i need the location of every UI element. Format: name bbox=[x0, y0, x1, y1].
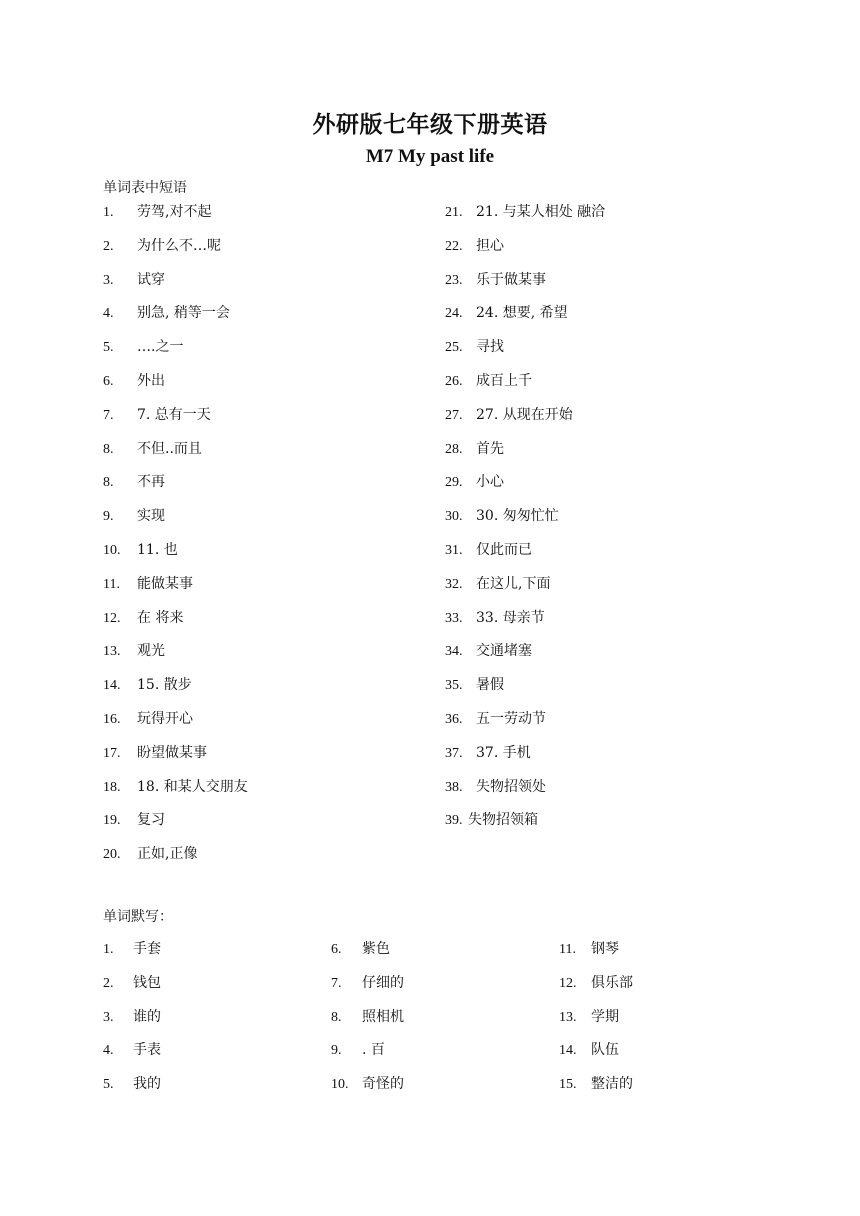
phrase-item bbox=[103, 472, 165, 493]
phrase-item bbox=[103, 709, 193, 730]
phrase-item bbox=[103, 506, 165, 527]
item-text: 盼望做某事 bbox=[137, 744, 207, 761]
phrase-item bbox=[103, 236, 221, 257]
item-number: 9. bbox=[331, 1043, 342, 1059]
item-text: 24. 想要, 希望 bbox=[476, 305, 568, 322]
item-text: 劳驾,对不起 bbox=[137, 204, 212, 220]
item-number: 32. bbox=[445, 576, 463, 592]
item-text: . 百 bbox=[362, 1042, 385, 1059]
item-text: 30. 匆匆忙忙 bbox=[476, 508, 559, 525]
item-text: 寻找 bbox=[476, 339, 504, 356]
item-text: 能做某事 bbox=[137, 575, 193, 592]
item-text: 照相机 bbox=[362, 1008, 404, 1025]
item-number: 4. bbox=[103, 306, 114, 322]
item-text: 仅此而已 bbox=[476, 542, 532, 558]
item-text: 33. 母亲节 bbox=[476, 609, 545, 626]
item-number: 20. bbox=[103, 847, 121, 863]
item-number: 36. bbox=[445, 712, 463, 727]
item-number: 8. bbox=[331, 1009, 342, 1025]
phrase-item bbox=[445, 641, 532, 662]
item-number: 21. bbox=[445, 205, 463, 220]
item-number: 39. bbox=[445, 813, 463, 829]
item-number: 1. bbox=[103, 942, 114, 957]
item-text: 首先 bbox=[476, 440, 504, 457]
item-text: 学期 bbox=[591, 1008, 619, 1025]
phrase-item bbox=[445, 709, 546, 730]
item-number: 19. bbox=[103, 813, 121, 829]
item-text: 37. 手机 bbox=[476, 744, 531, 761]
dictation-item bbox=[103, 973, 161, 994]
phrase-item bbox=[103, 337, 183, 358]
dictation-item bbox=[559, 973, 633, 994]
item-text: 队伍 bbox=[591, 1042, 619, 1059]
item-number: 15. bbox=[559, 1077, 577, 1093]
phrase-item bbox=[103, 405, 211, 426]
item-text: 担心 bbox=[476, 237, 504, 254]
dictation-item bbox=[331, 1074, 404, 1095]
item-number: 8. bbox=[103, 475, 114, 491]
phrase-item bbox=[103, 270, 165, 291]
phrase-item bbox=[103, 844, 197, 865]
phrase-item bbox=[103, 743, 207, 764]
item-text: 不再 bbox=[137, 474, 165, 491]
dictation-item bbox=[559, 1007, 619, 1028]
phrase-item bbox=[103, 675, 192, 696]
item-text: 正如,正像 bbox=[137, 846, 198, 863]
phrase-item bbox=[445, 540, 532, 561]
item-number: 33. bbox=[445, 610, 463, 626]
item-number: 35. bbox=[445, 678, 463, 694]
item-number: 6. bbox=[331, 942, 342, 957]
item-text: 18. 和某人交朋友 bbox=[137, 778, 248, 795]
item-number: 37. bbox=[445, 745, 463, 761]
item-number: 10. bbox=[331, 1077, 349, 1093]
item-number: 11. bbox=[559, 942, 576, 957]
phrase-item bbox=[103, 574, 193, 595]
item-number: 26. bbox=[445, 374, 463, 389]
item-text: 21. 与某人相处 融洽 bbox=[476, 204, 606, 220]
item-number: 12. bbox=[559, 975, 577, 991]
item-number: 1. bbox=[103, 205, 114, 220]
item-number: 4. bbox=[103, 1043, 114, 1059]
item-text: 谁的 bbox=[133, 1008, 161, 1025]
page-title: 外研版七年级下册英语 bbox=[312, 111, 548, 138]
item-number: 34. bbox=[445, 644, 463, 660]
dictation-item bbox=[559, 939, 619, 960]
item-number: 12. bbox=[103, 610, 121, 626]
dictation-item bbox=[331, 1040, 385, 1061]
item-number: 38. bbox=[445, 779, 463, 795]
phrase-item bbox=[445, 472, 504, 493]
phrase-item bbox=[445, 202, 605, 223]
item-text: ….之一 bbox=[137, 339, 184, 356]
dictation-item bbox=[103, 939, 161, 960]
item-text: 成百上千 bbox=[476, 373, 532, 389]
item-number: 13. bbox=[103, 644, 121, 660]
item-number: 2. bbox=[103, 975, 114, 991]
item-number: 11. bbox=[103, 576, 120, 592]
item-number: 10. bbox=[103, 543, 121, 558]
phrase-item bbox=[445, 303, 568, 324]
item-number: 8. bbox=[103, 441, 114, 457]
phrase-item bbox=[103, 641, 165, 662]
phrase-item bbox=[445, 777, 546, 798]
dictation-item bbox=[103, 1074, 161, 1095]
item-text: 俱乐部 bbox=[591, 974, 633, 991]
item-number: 9. bbox=[103, 509, 114, 525]
item-text: 实现 bbox=[137, 508, 165, 525]
phrase-item bbox=[445, 236, 504, 257]
item-number: 28. bbox=[445, 441, 463, 457]
item-text: 观光 bbox=[137, 643, 165, 660]
item-text: 钢琴 bbox=[591, 941, 619, 957]
phrase-item bbox=[445, 675, 504, 696]
phrase-item bbox=[103, 303, 230, 324]
dictation-item bbox=[559, 1074, 633, 1095]
dictation-item bbox=[331, 1007, 404, 1028]
item-number: 31. bbox=[445, 543, 463, 558]
item-text: 在 将来 bbox=[137, 609, 184, 626]
item-number: 7. bbox=[331, 975, 342, 991]
item-number: 30. bbox=[445, 509, 463, 525]
item-number: 27. bbox=[445, 407, 463, 423]
dictation-item bbox=[103, 1007, 161, 1028]
item-text: 仔细的 bbox=[362, 974, 404, 991]
item-number: 18. bbox=[103, 779, 121, 795]
phrase-item bbox=[445, 270, 546, 291]
item-number: 29. bbox=[445, 475, 463, 491]
item-text: 小心 bbox=[476, 474, 504, 491]
item-text: 交通堵塞 bbox=[476, 643, 532, 660]
item-text: 11. 也 bbox=[137, 542, 178, 558]
item-text: 15. 散步 bbox=[137, 677, 192, 694]
dictation-item bbox=[103, 1040, 161, 1061]
phrases-section-label: 单词表中短语 bbox=[103, 180, 187, 196]
phrase-item bbox=[103, 777, 248, 798]
page-subtitle: M7 My past life bbox=[365, 146, 495, 167]
item-number: 6. bbox=[103, 374, 114, 389]
phrase-item bbox=[103, 202, 211, 223]
item-text: 不但..而且 bbox=[137, 440, 202, 457]
phrase-item bbox=[445, 743, 531, 764]
item-number: 13. bbox=[559, 1009, 577, 1025]
item-text: 整洁的 bbox=[591, 1076, 633, 1093]
item-text: 失物招领箱 bbox=[468, 812, 538, 829]
item-number: 16. bbox=[103, 712, 121, 727]
item-text: 手套 bbox=[133, 941, 161, 957]
item-text: 试穿 bbox=[137, 271, 165, 288]
item-text: 在这儿,下面 bbox=[476, 575, 551, 592]
phrase-item bbox=[445, 371, 532, 392]
item-number: 25. bbox=[445, 340, 463, 356]
item-number: 14. bbox=[559, 1043, 577, 1059]
phrase-item bbox=[445, 574, 550, 595]
item-number: 23. bbox=[445, 272, 463, 288]
item-text: 27. 从现在开始 bbox=[476, 406, 573, 423]
phrase-item bbox=[103, 439, 202, 460]
item-text: 暑假 bbox=[476, 677, 504, 694]
item-text: 手表 bbox=[133, 1042, 161, 1059]
dictation-item bbox=[559, 1040, 619, 1061]
item-number: 3. bbox=[103, 1009, 114, 1025]
dictation-item bbox=[331, 939, 390, 960]
item-text: 别急, 稍等一会 bbox=[137, 305, 230, 322]
item-number: 3. bbox=[103, 272, 114, 288]
item-text: 我的 bbox=[133, 1076, 161, 1093]
dictation-section-label: 单词默写： bbox=[103, 909, 173, 925]
item-text: 五一劳动节 bbox=[476, 711, 546, 727]
item-text: 乐于做某事 bbox=[476, 271, 546, 288]
item-text: 奇怪的 bbox=[362, 1076, 404, 1093]
item-number: 14. bbox=[103, 678, 121, 694]
item-number: 17. bbox=[103, 745, 121, 761]
phrase-item bbox=[103, 371, 165, 392]
phrase-item bbox=[445, 608, 545, 629]
phrase-item bbox=[103, 540, 178, 561]
item-text: 钱包 bbox=[133, 974, 161, 991]
item-number: 24. bbox=[445, 306, 463, 322]
item-number: 5. bbox=[103, 340, 114, 356]
phrase-item bbox=[103, 608, 183, 629]
item-text: 紫色 bbox=[362, 941, 390, 957]
item-text: 失物招领处 bbox=[476, 778, 546, 795]
item-number: 2. bbox=[103, 238, 114, 254]
phrase-item bbox=[445, 405, 573, 426]
item-number: 22. bbox=[445, 238, 463, 254]
phrase-item bbox=[445, 810, 538, 831]
phrase-item bbox=[445, 337, 504, 358]
item-text: 玩得开心 bbox=[137, 711, 193, 727]
item-number: 7. bbox=[103, 407, 114, 423]
item-text: 复习 bbox=[137, 812, 165, 829]
phrase-item bbox=[445, 439, 504, 460]
item-number: 5. bbox=[103, 1077, 114, 1093]
item-text: 外出 bbox=[137, 373, 165, 389]
item-text: 7. 总有一天 bbox=[137, 406, 211, 423]
phrase-item bbox=[445, 506, 559, 527]
phrase-item bbox=[103, 810, 165, 831]
item-text: 为什么不…呢 bbox=[137, 237, 221, 254]
dictation-item bbox=[331, 973, 404, 994]
